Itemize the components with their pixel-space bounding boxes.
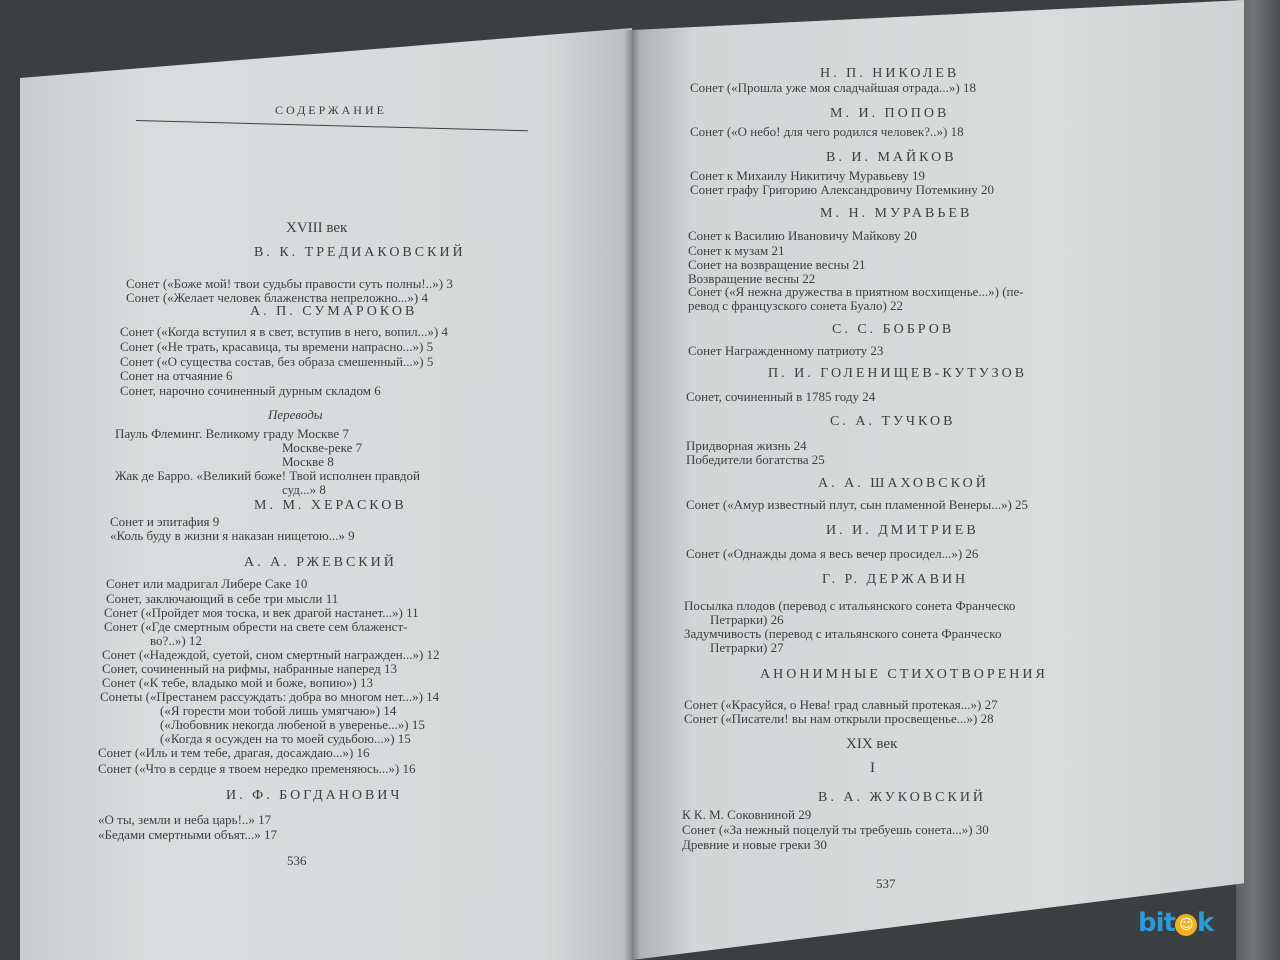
toc-entry: Москве 8 xyxy=(282,454,334,469)
toc-entry: Петрарки) 27 xyxy=(710,640,784,655)
toc-entry: Сонет к Василию Ивановичу Майкову 20 xyxy=(688,228,917,243)
toc-entry: «Бедами смертными объят...» 17 xyxy=(98,827,277,842)
author-heading: Н. П. НИКОЛЕВ xyxy=(820,66,960,81)
toc-entry: Сонет («Желает человек блаженства непреложно...») 4 xyxy=(126,290,428,305)
toc-entry: суд...» 8 xyxy=(282,482,326,497)
toc-entry: Задумчивость (перевод с итальянского сонета Франческо xyxy=(684,626,1002,641)
toc-entry: Сонет на отчаяние 6 xyxy=(120,368,233,383)
toc-entry: Сонеты («Престанем рассуждать: добра во многом нет...») 14 xyxy=(100,689,440,704)
toc-entry: Сонет («За нежный поцелуй ты требуешь сонета...») 30 xyxy=(682,822,989,837)
toc-entry: во?..») 12 xyxy=(150,633,202,648)
book-gutter xyxy=(624,30,640,960)
toc-entry: Сонет к музам 21 xyxy=(688,243,785,258)
toc-entry: Сонет на возвращение весны 21 xyxy=(688,257,866,272)
toc-entry: Древние и новые греки 30 xyxy=(682,837,827,852)
author-heading: С. С. БОБРОВ xyxy=(832,322,955,337)
toc-entry: Сонет («Иль и тем тебе, драгая, досаждаю...») 16 xyxy=(98,745,370,760)
toc-entry: Сонет («Писатели! вы нам открыли просвещенье...») 28 xyxy=(684,711,994,726)
toc-entry: Сонет («О существа состав, без образа смешенный...») 5 xyxy=(120,354,434,369)
author-heading: П. И. ГОЛЕНИЩЕВ-КУТУЗОВ xyxy=(768,366,1028,381)
toc-entry: Сонет («Однажды дома я весь вечер просидел...») 26 xyxy=(686,546,979,561)
century-heading-18: XVIII век xyxy=(286,220,348,236)
toc-entry: Придворная жизнь 24 xyxy=(686,438,807,453)
toc-entry: («Любовник некогда любеной в увереньe...») 15 xyxy=(160,717,425,732)
toc-entry: Сонет, сочиненный в 1785 году 24 xyxy=(686,389,876,404)
toc-entry: «Коль буду в жизни я наказан нищетою...» 9 xyxy=(110,528,355,543)
author-heading: А. П. СУМАРОКОВ xyxy=(250,304,418,319)
toc-entry: Сонет («Пройдет моя тоска, и век драгой настанет...») 11 xyxy=(104,605,419,620)
toc-entry: («Я горести мои тобой лишь умягчаю») 14 xyxy=(160,703,397,718)
toc-entry: Сонет («Не трать, красавица, ты времени напрасно...») 5 xyxy=(120,339,434,354)
author-heading: В. И. МАЙКОВ xyxy=(826,150,957,165)
subsection-heading: Переводы xyxy=(268,407,323,422)
toc-entry: Сонет («Прошла уже моя сладчайшая отрада...») 18 xyxy=(690,80,976,95)
toc-entry: Победители богатства 25 xyxy=(686,452,825,467)
author-heading: В. А. ЖУКОВСКИЙ xyxy=(818,790,987,805)
toc-entry: Сонет («Амур известный плут, сын пламенной Венеры...») 25 xyxy=(686,497,1029,512)
part-number: I xyxy=(870,760,875,776)
toc-entry: Сонет («Где смертным обрести на свете сем блаженст- xyxy=(104,619,408,634)
toc-entry: Сонет («Надеждой, суетой, сном смертный награжден...») 12 xyxy=(102,647,440,662)
page-number-right: 537 xyxy=(876,876,896,891)
toc-entry: Сонет Награжденному патриоту 23 xyxy=(688,343,884,358)
author-heading: М. И. ПОПОВ xyxy=(830,106,950,121)
author-heading: М. Н. МУРАВЬЕВ xyxy=(820,206,973,221)
author-heading: Г. Р. ДЕРЖАВИН xyxy=(822,572,969,587)
watermark-logo: bit ☺ k xyxy=(1138,908,1214,938)
toc-entry: Сонет («Красуйся, о Нева! град славный протекая...») 27 xyxy=(684,697,998,712)
toc-entry: («Когда я осужден на то моей судьбою...») 15 xyxy=(160,731,411,746)
toc-entry: Сонет к Михаилу Никитичу Муравьеву 19 xyxy=(690,168,926,183)
toc-entry: Петрарки) 26 xyxy=(710,612,784,627)
toc-entry: Сонет графу Григорию Александровичу Потемкину 20 xyxy=(690,182,995,197)
author-heading: М. М. ХЕРАСКОВ xyxy=(254,498,407,513)
toc-entry: Сонет («К тебе, владыко мой и боже, вопию») 13 xyxy=(102,675,373,690)
toc-entry: Сонет («О небо! для чего родился человек?..») 18 xyxy=(690,124,964,139)
toc-entry: «О ты, земли и неба царь!..» 17 xyxy=(98,812,272,827)
toc-entry: Посылка плодов (перевод с итальянского сонета Франческо xyxy=(684,598,1016,613)
author-heading: С. А. ТУЧКОВ xyxy=(830,414,956,429)
author-heading: А. А. ШАХОВСКОЙ xyxy=(818,476,989,491)
toc-entry: Пауль Флеминг. Великому граду Москве 7 xyxy=(115,426,349,441)
author-heading: И. И. ДМИТРИЕВ xyxy=(826,523,979,538)
toc-entry: Сонет («Что в сердце я твоем нередко пременяюсь...») 16 xyxy=(98,761,416,776)
author-heading: И. Ф. БОГДАНОВИЧ xyxy=(226,788,403,803)
toc-entry: Сонет или мадригал Либере Саке 10 xyxy=(106,576,308,591)
author-heading: АНОНИМНЫЕ СТИХОТВОРЕНИЯ xyxy=(760,667,1048,682)
toc-entry: Сонет, сочиненный на рифмы, набранные наперед 13 xyxy=(102,661,397,676)
toc-entry: Сонет («Когда вступил я в свет, вступив в него, вопил...») 4 xyxy=(120,324,448,339)
toc-entry: Сонет («Боже мой! твои судьбы правости суть полны!..») 3 xyxy=(126,276,453,291)
toc-entry: Возвращение весны 22 xyxy=(688,271,816,286)
toc-entry: Сонет, нарочно сочиненный дурным складом 6 xyxy=(120,383,381,398)
page-number-left: 536 xyxy=(287,853,307,868)
toc-entry: Жак де Барро. «Великий боже! Твой исполнен правдой xyxy=(115,468,420,483)
toc-entry: Сонет и эпитафия 9 xyxy=(110,514,220,529)
toc-entry: К К. М. Соковниной 29 xyxy=(682,807,812,822)
toc-entry: Москве-реке 7 xyxy=(282,440,363,455)
author-heading: В. К. ТРЕДИАКОВСКИЙ xyxy=(254,245,466,260)
smiley-icon: ☺ xyxy=(1175,914,1197,936)
toc-entry: Сонет («Я нежна дружества в приятном восхищенье...») (пе- xyxy=(688,284,1024,299)
toc-entry: ревод с французского сонета Буало) 22 xyxy=(688,298,904,313)
toc-entry: Сонет, заключающий в себе три мысли 11 xyxy=(106,591,339,606)
author-heading: А. А. РЖЕВСКИЙ xyxy=(244,555,397,570)
century-heading-19: XIX век xyxy=(846,736,898,752)
section-title: СОДЕРЖАНИЕ xyxy=(275,103,387,117)
